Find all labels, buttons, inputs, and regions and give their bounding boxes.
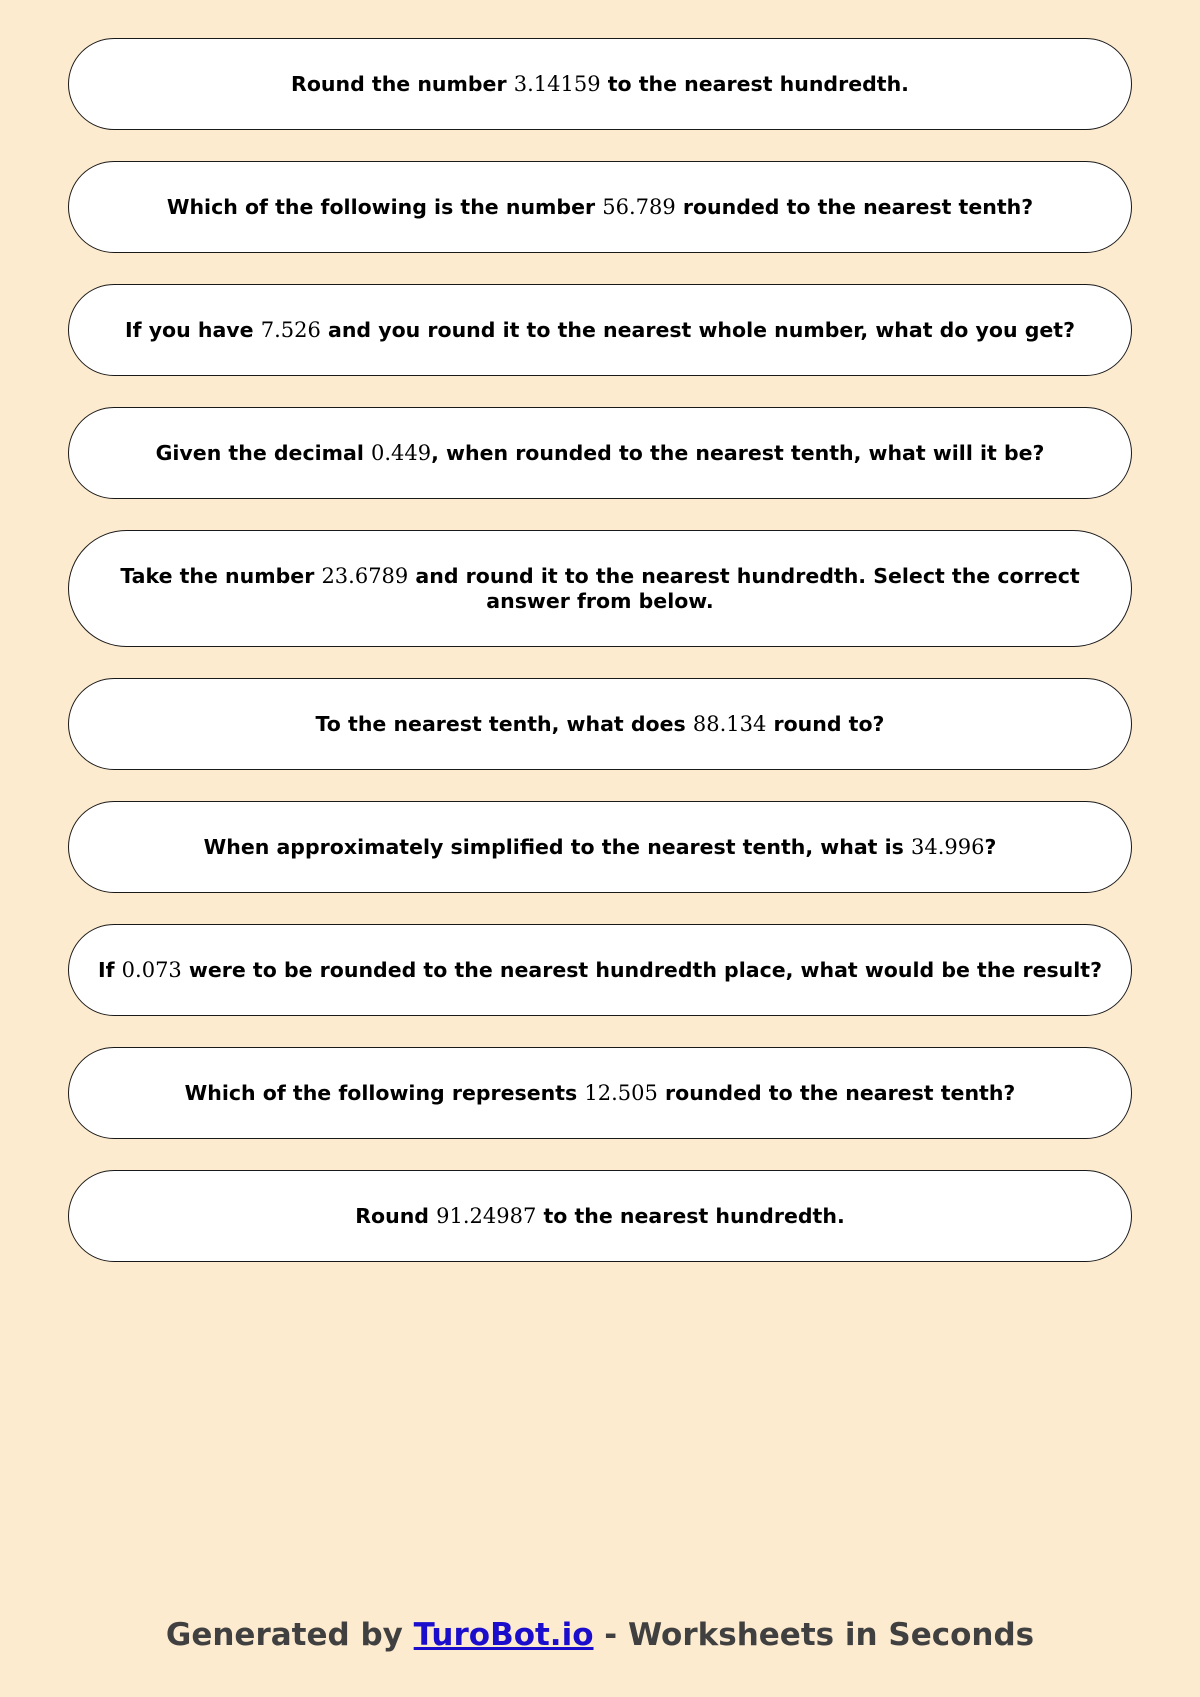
question-card-3: [68, 284, 1132, 376]
question-text: Round the number 3.14159 to the nearest hundredth.: [291, 71, 909, 96]
question-text: Which of the following represents 12.505 rounded to the nearest tenth?: [184, 1080, 1016, 1105]
math-number: 7.526: [260, 317, 321, 342]
question-text: Given the decimal 0.449, when rounded to the nearest tenth, what will it be?: [155, 440, 1045, 465]
math-number: 0.449: [370, 440, 432, 465]
math-number: 91.24987: [436, 1203, 537, 1228]
math-number: 34.996: [910, 834, 985, 859]
math-number: 0.073: [121, 957, 182, 982]
question-card-4: [68, 407, 1132, 499]
question-text: To the nearest tenth, what does 88.134 round to?: [315, 711, 885, 736]
question-text: Which of the following is the number 56.789 rounded to the nearest tenth?: [166, 194, 1034, 219]
question-list: [68, 38, 1132, 1293]
question-text: If 0.073 were to be rounded to the nearest hundredth place, what would be the result?: [97, 957, 1102, 982]
question-card-9: [68, 1047, 1132, 1139]
math-number: 12.505: [584, 1080, 658, 1105]
question-text: Take the number 23.6789 and round it to the nearest hundredth. Select the correct answer from below.: [120, 563, 1080, 613]
footer-credit: [0, 1617, 1200, 1653]
question-card-6: [68, 678, 1132, 770]
question-text: When approximately simplified to the nearest tenth, what is 34.996?: [203, 834, 997, 859]
math-number: 3.14159: [513, 71, 601, 96]
math-number: 23.6789: [321, 563, 409, 588]
question-card-7: [68, 801, 1132, 893]
footer-prefix: Generated by: [165, 1617, 414, 1653]
question-text: If you have 7.526 and you round it to the nearest whole number, what do you get?: [125, 317, 1075, 342]
question-text: Round 91.24987 to the nearest hundredth.: [355, 1203, 845, 1228]
turobot-link[interactable]: TuroBot.io: [413, 1617, 594, 1653]
question-card-8: [68, 924, 1132, 1016]
math-number: 88.134: [692, 711, 767, 736]
question-card-10: [68, 1170, 1132, 1262]
footer-suffix: - Worksheets in Seconds: [593, 1617, 1035, 1653]
question-card-5: [68, 530, 1132, 647]
math-number: 56.789: [602, 194, 676, 219]
question-card-1: [68, 38, 1132, 130]
question-card-2: [68, 161, 1132, 253]
